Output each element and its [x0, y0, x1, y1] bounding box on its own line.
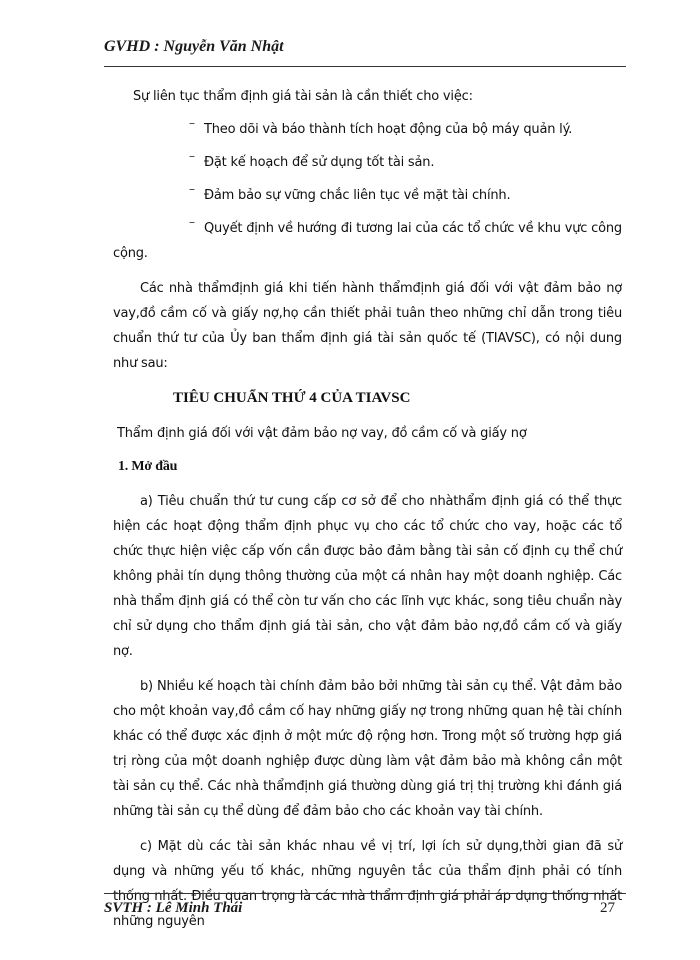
dash-bullet: – — [189, 215, 195, 229]
page-number: 27 — [600, 900, 615, 916]
footer-rule — [104, 893, 626, 894]
page-body — [113, 84, 622, 944]
list-item — [113, 117, 622, 142]
standard-subtitle: Thẩm định giá đối với vật đảm bảo nợ vay, đồ cầm cố và giấy nợ — [117, 426, 527, 441]
list-item — [113, 150, 622, 175]
list-item — [113, 216, 622, 266]
header-rule — [104, 66, 626, 67]
page-header-advisor: GVHD : Nguyễn Văn Nhật — [104, 38, 284, 55]
section-heading: 1. Mở đầu — [118, 459, 178, 474]
dash-bullet: – — [189, 182, 195, 196]
dash-bullet: – — [189, 116, 195, 130]
paragraph-a: a) Tiêu chuẩn thứ tư cung cấp cơ sở để cho nhàthẩm định giá có thể thực hiện các hoạt động thẩm định phục vụ cho các tổ chức cho vay, hoặc các tổ chức thực hiện việc cấp vốn cần được bảo đảm bằng tài sản cố định cụ thể chứ không phải tín dụng thông thường của một cá nhân hay một doanh nghiệp. Các nhà thẩm định giá có thể còn tư vấn cho các lĩnh vực khác, song tiêu chuẩn này chỉ sử dụng cho thẩm định giá tài sản, cho vật đảm bảo nợ,đồ cầm cố và giấy nợ. — [113, 494, 622, 659]
bullet-text: Đặt kế hoạch để sử dụng tốt tài sản. — [204, 155, 435, 170]
paragraph-intro: Các nhà thẩmđịnh giá khi tiến hành thẩmđịnh giá đối với vật đảm bảo nợ vay,đồ cầm cố và giấy nợ,họ cần thiết phải tuân theo những chỉ dẫn trong tiêu chuẩn thứ tư của Ủy ban thẩm định giá tài sản quốc tế (TIAVSC), có nội dung như sau: — [113, 281, 622, 371]
paragraph-b: b) Nhiều kế hoạch tài chính đảm bảo bởi những tài sản cụ thể. Vật đảm bảo cho một khoản vay,đồ cầm cố hay những giấy nợ trong những quan hệ tài chính khác có thể được xác định ở một mức độ rộng hơn. Trong một số trường hợp giá trị ròng của một doanh nghiệp được dùng làm vật đảm bảo mà không cần một tài sản cụ thể. Các nhà thẩmđịnh giá thường dùng giá trị thị trường khi đánh giá những tài sản cụ thể dùng để đảm bảo cho các khoản vay tài chính. — [113, 679, 622, 819]
intro-line: Sự liên tục thẩm định giá tài sản là cần thiết cho việc: — [133, 89, 473, 104]
dash-bullet: – — [189, 149, 195, 163]
paragraph-c: c) Mặt dù các tài sản khác nhau về vị trí, lợi ích sử dụng,thời gian đã sử dụng và những yếu tố khác, những nguyên tắc của thẩm định phải có tính thống nhất. Điều quan trọng là các nhà thẩm định giá phải áp dụng thống nhất những nguyên — [113, 839, 622, 929]
list-item — [113, 183, 622, 208]
bullet-text: Đảm bảo sự vững chắc liên tục về mặt tài chính. — [204, 188, 511, 203]
footer-author: SVTH : Lê Minh Thái — [104, 900, 243, 916]
standard-title: TIÊU CHUẨN THỨ 4 CỦA TIAVSC — [173, 390, 411, 406]
bullet-list — [113, 117, 622, 266]
bullet-text: Quyết định về hướng đi tương lai của các tổ chức về khu vực công cộng. — [113, 221, 622, 261]
bullet-text: Theo dõi và báo thành tích hoạt động của bộ máy quản lý. — [204, 122, 573, 137]
